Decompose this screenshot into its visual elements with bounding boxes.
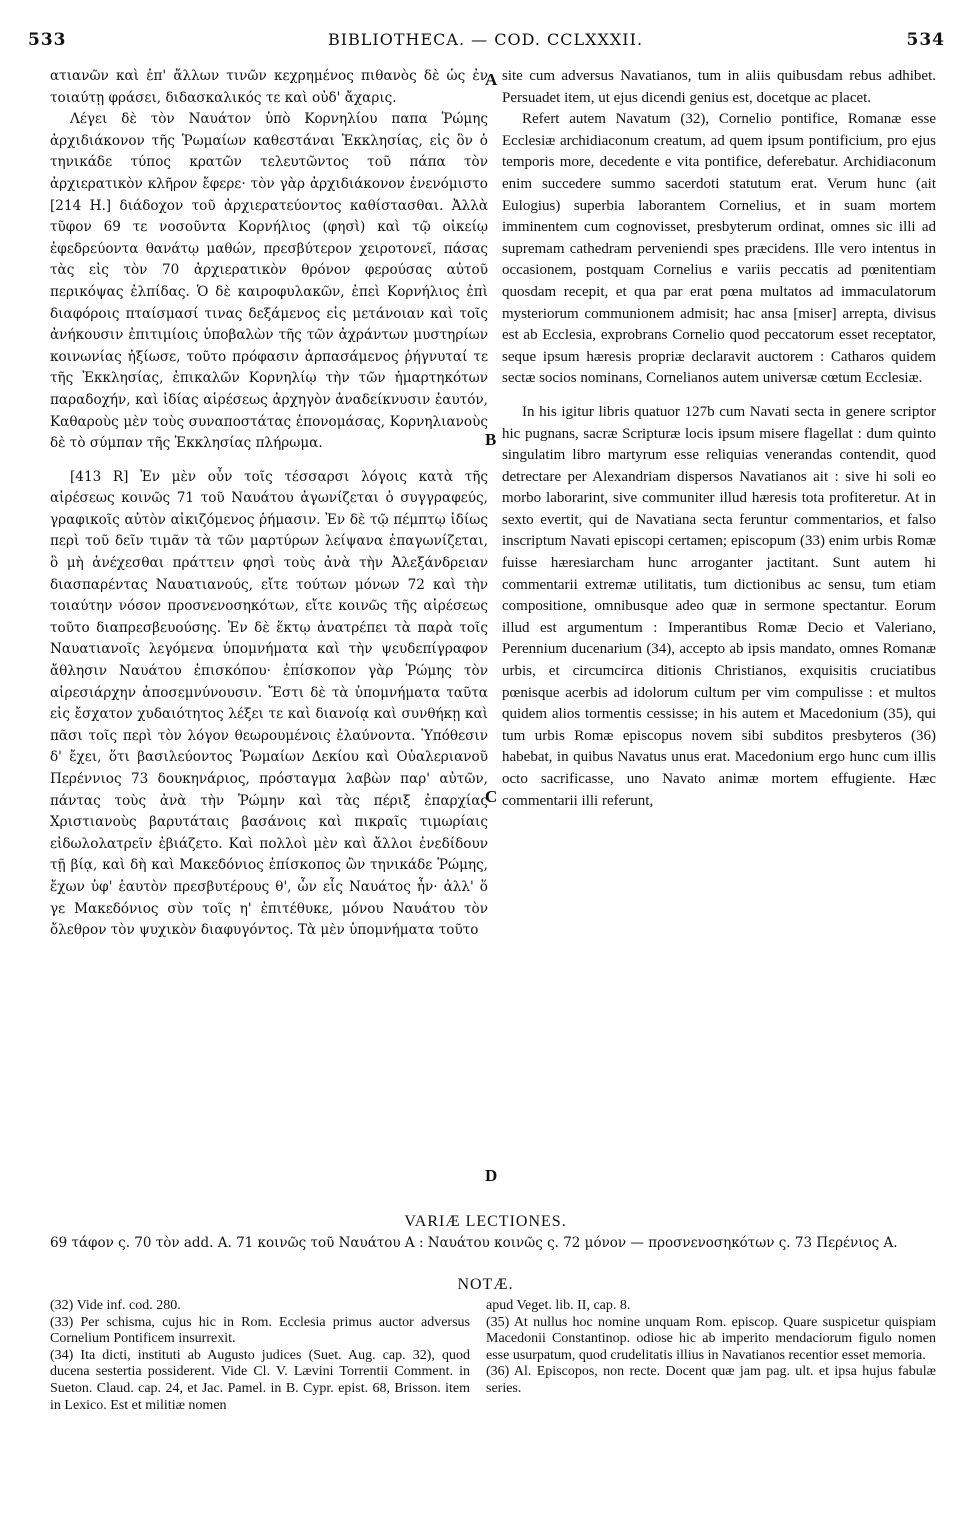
latin-paragraph-3: In his igitur libris quatuor 127b cum Navati secta in genere scriptor hic pugnans, sacræ Scripturæ locis ipsum misere flagellat : dum quinto singulatim libro martyrum esse reliquias venerandas contendit, quod detrectare per Alexandriam dispersos Navatianos ait : sive hi soli eo morbo laborarint, sive communiter illud hæresis tota profiteretur. At in sexto evertit, qui de Navatiana secta feruntur commentarios, et falso inscriptum Navati episcopi certamen; episcopum (33) enim urbis Romæ fuisse hæresiarcham hunc arroganter jactitant. Sunt autem hi commentarii extremæ utilitatis, tum dictionibus ac sensu, tum etiam compositione, omnibusque adeo quæ in sermone spectantur. Eorum illud est argumentum : Imperantibus Romæ Decio et Valeriano, Perennium ducenarium (34), accepto ab ipsis mandato, omnes Romanæ urbis, et circumcirca ditionis Christianos, exquisitis cruciatibus pœnisque acerbis ad idolorum cultum per vim compulisse : et multos quidem alios tormentis cessisse; in his autem et Macedonium (35), qui tum urbis Romæ episcopus novem sibi subditos presbyteros (36) habebat, in quibus Navatus unus erat. Macedonium ergo hunc cum illis octo sacrificasse, uno Navato animæ mortem effugiente. Hæc commentarii illi referunt, [502, 403, 936, 809]
greek-paragraph-1: ατιανῶν καὶ ἐπ' ἄλλων τινῶν κεχρημένος πιθανὸς δὲ ὡς ἐν τοιαύτῃ φράσει, διδασκαλικός τε καὶ οὐδ' ἄχαρις. [50, 68, 488, 106]
margin-mark-c: C [485, 787, 498, 806]
variae-lectiones-text: 69 τάφον ς. 70 τὸν add. A. 71 κοινῶς τοῦ Ναυάτου A : Ναυάτου κοινῶς ς. 72 μόνον — προσνενοσηκότων ς. 73 Περένιος A. [50, 1235, 898, 1251]
margin-mark-d: D [485, 1166, 498, 1185]
margin-mark-b: B [485, 430, 497, 449]
notes-right-column [486, 1298, 936, 1398]
note-32: (32) Vide inf. cod. 280. [50, 1298, 181, 1313]
note-36: (36) Al. Episcopos, non recte. Docent quæ jam pag. ult. et ipsa hujus fabulæ series. [486, 1364, 936, 1396]
notae-title: NOTÆ. [457, 1276, 514, 1293]
variae-lectiones-title: VARIÆ LECTIONES. [404, 1213, 567, 1230]
page-number-right: 534 [906, 30, 945, 50]
greek-paragraph-3: [413 R] Ἐν μὲν οὖν τοῖς τέσσαρσι λόγοις κατὰ τῆς αἱρέσεως κοινῶς 71 τοῦ Ναυάτου ἀγωνίζεται ὁ συγγραφεύς, γραφικοῖς αὐτὸν αἰκιζόμενος ῥήμασιν. Ἐν δὲ τῷ πέμπτῳ ἰδίως περὶ τοῦ δεῖν τιμᾶν τὰ τῶν μαρτύρων λείψανα ἐπαγωνίζεται, ὃ μὴ ἀνέχεσθαι πράττειν φησὶ τοὺς ἀνὰ τὴν Ἀλεξάνδρειαν διασπαρέντας Ναυατιανούς, εἴτε τούτων μόνων 72 καὶ τὴν τοιαύτην νόσον προσνενοσηκότων, εἴτε κοινῶς τῆς αἱρέσεως τοῦτο διαπρεσβευούσης. Ἐν δὲ ἕκτῳ ἀνατρέπει τὰ παρὰ τοῖς Ναυατιανοῖς λεγόμενα ὑπομνήματα καὶ τὴν ψευδεπίγραφον ἄθλησιν Ναυάτου ἐπισκόπου· ἐπίσκοπον γὰρ Ῥώμης τὸν αἱρεσιάρχην ἀποσεμνύνουσιν. Ἔστι δὲ τὰ ὑπομνήματα ταῦτα εἰς ἔσχατον χυδαιότητος λέξει τε καὶ διανοίᾳ καὶ συνθήκῃ καὶ πᾶσι τοῖς περὶ τὸν λόγον θεωρουμένοις ἐλαύνοντα. Ὑπόθεσιν δ' ἔχει, ὅτι βασιλεύοντος Ῥωμαίων Δεκίου καὶ Οὐαλεριανοῦ Περέννιος 73 δουκηνάριος, πρόσταγμα λαβὼν παρ' αὐτῶν, πάντας τοὺς ἀνὰ τὴν Ῥώμην καὶ τὰς πέριξ ἐπαρχίας Χριστιανοὺς βαρυτάταις βασάνοις καὶ πικραῖς τιμωρίαις εἰδωλολατρεῖν ἐβιάζετο. Καὶ πολλοὶ μὲν καὶ ἄλλοι ἐνεδίδουν τῇ βίᾳ, καὶ δὴ καὶ Μακεδόνιος ἐπίσκοπος ὢν τηνικάδε Ῥώμης, ἔχων ὑφ' ἑαυτὸν πρεσβυτέρους θ', ὧν εἷς Ναυάτος ἦν· ἀλλ' ὅ γε Μακεδόνιος σὺν τοῖς η' ἐπιτέθυκε, μόνου Ναυάτου τὸν ὄλεθρον τὸν ψυχικὸν διαφυγόντος. Τὰ μὲν ὑπομνήματα τοῦτο [50, 468, 488, 939]
latin-column [502, 66, 936, 812]
note-34-continued: apud Veget. lib. II, cap. 8. [486, 1298, 631, 1313]
page-number-left: 533 [28, 30, 67, 50]
notes-left-column [50, 1298, 470, 1414]
margin-mark-a: A [485, 70, 498, 89]
latin-paragraph-1: site cum adversus Navatianos, tum in aliis quibusdam rebus adhibet. Persuadet item, ut ejus dicendi genius est, docetque ac placet. [502, 68, 936, 106]
note-35: (35) At nullus hoc nomine unquam Rom. episcop. Quare suspicetur quispiam Macedonii Constantinop. odiose hic ab imperito mendaciorum figulo nomen esse usurpatum, quod crudelitatis illius in Navatianos recentior esset memoria. [486, 1314, 936, 1363]
running-title: BIBLIOTHECA. — COD. CCLXXXII. [327, 30, 644, 49]
note-34: (34) Ita dicti, instituti ab Augusto judices (Suet. Aug. cap. 32), quod ducena sestertia possiderent. Vide Cl. V. Lævini Torrentii Comment. in Sueton. Claud. cap. 24, et Jac. Pamel. in B. Cypr. epist. 68, Brisson. item in Lexico. Est et militiæ nomen [50, 1347, 470, 1413]
latin-paragraph-2: Refert autem Navatum (32), Cornelio pontifice, Romanæ esse Ecclesiæ archidiaconum creatum, ad quem ipsum pontificium, pro ejus temporis more, decedente e vita pontifice, deferebatur. Archidiaconum enim succedere summo sacerdoti statutum erat. Verum hunc (ait Eulogius) superbia laborantem Cornelius, et in suam mortem imminentem cum cognovisset, presbyterum ordinat, omnes sic illi ad supremam cathedram perveniendi spes præcidens. Ille vero intentus in occasionem, postquam Cornelius e variis peccatis ad pœnitentiam quosdam recepit, et qua par erat pœna multatos ad immaculatorum mysteriorum communionem admisit; hac ansa [miser] arrepta, divisus est ab Ecclesia, exprobrans Cornelio quod peccatorum esset receptator, seque ipsum hæresis propriæ declaravit auctorem : Catharos quidem sectæ socios nominans, Cornelianos autem universæ cœtum Ecclesiæ. [502, 111, 936, 387]
greek-column [50, 66, 488, 942]
greek-paragraph-2: Λέγει δὲ τὸν Ναυάτον ὑπὸ Κορνηλίου παπα Ῥώμης ἀρχιδιάκονον τῆς Ῥωμαίων καθεστάναι Ἐκκλησίας, εἰς ὃν ὁ τηνικάδε τύπος κρατῶν τελευτῶντος τοῦ πάπα τὸν ἀρχιερατικὸν κλῆρον ἔφερε· τὸν γὰρ ἀρχιδιάκονον ἐνενόμιστο [214 H.] διάδοχον τοῦ ἀρχιερατεύοντος καθίστασθαι. Ἀλλὰ τῦφον 69 τε νοσοῦντα Κορνήλιος (φησὶ) καὶ τῷ οἰκείῳ ἐφεδρεύοντα θανάτῳ μαθών, πρεσβύτερον χειροτονεῖ, πάσας τὰς εἰς τὸν 70 ἀρχιερατικὸν θρόνον φερούσας αὐτοῦ περικόψας ἐλπίδας. Ὁ δὲ καιροφυλακῶν, ἐπεὶ Κορνήλιος ἐπὶ διαφόροις πταίσμασί τινας δεξάμενος εἰς μετάνοιαν καὶ τοῖς ἀνήκουσιν ἐπιτιμίοις ὑποβαλὼν τῆς τῶν ἀχράντων μυστηρίων κοινωνίας ἠξίωσε, τοῦτο πρόφασιν ἁρπασάμενος ῥήγνυταί τε τῆς Ἐκκλησίας, ἐπικαλῶν Κορνηλίῳ τὴν τῶν ἡμαρτηκότων παραδοχήν, καὶ ἰδίας αἱρέσεως ἀρχηγὸν ἀναδείκνυσιν ἑαυτόν, Καθαροὺς μὲν τοὺς συναποστάτας ἐπονομάσας, Κορνηλιανοὺς δὲ τὸ σύμπαν τῆς Ἐκκλησίας πλήρωμα. [50, 111, 488, 452]
note-33: (33) Per schisma, cujus hic in Rom. Ecclesia primus auctor adversus Cornelium Pontificem insurrexit. [50, 1314, 470, 1347]
